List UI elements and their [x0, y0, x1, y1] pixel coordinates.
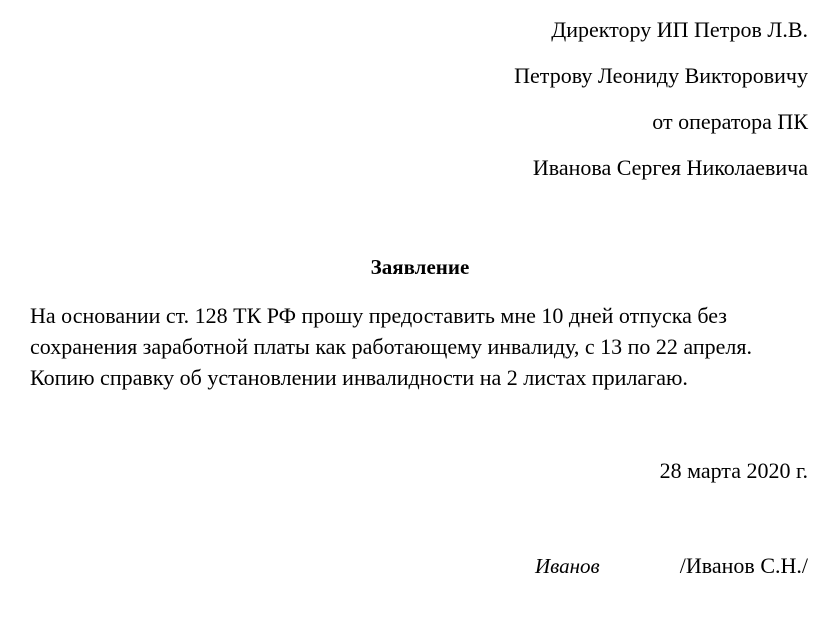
sender-line-position: от оператора ПК: [652, 109, 808, 134]
addressee-line-director: Директору ИП Петров Л.В.: [551, 17, 808, 42]
body-line: сохранения заработной платы как работающему инвалиду, с 13 по 22 апреля.: [30, 334, 752, 359]
document-title: Заявление: [370, 255, 470, 279]
document-body: [30, 300, 820, 393]
body-line: На основании ст. 128 ТК РФ прошу предоставить мне 10 дней отпуска без: [30, 303, 727, 328]
sender-line-name: Иванова Сергея Николаевича: [532, 155, 808, 180]
signature: Иванов: [535, 554, 600, 578]
body-line: Копию справку об установлении инвалидности на 2 листах прилагаю.: [30, 365, 688, 390]
signature-decode: /Иванов С.Н./: [679, 553, 808, 578]
document-date: 28 марта 2020 г.: [659, 458, 808, 483]
addressee-line-name: Петрову Леониду Викторовичу: [514, 63, 808, 88]
addressee-block: [514, 14, 808, 198]
